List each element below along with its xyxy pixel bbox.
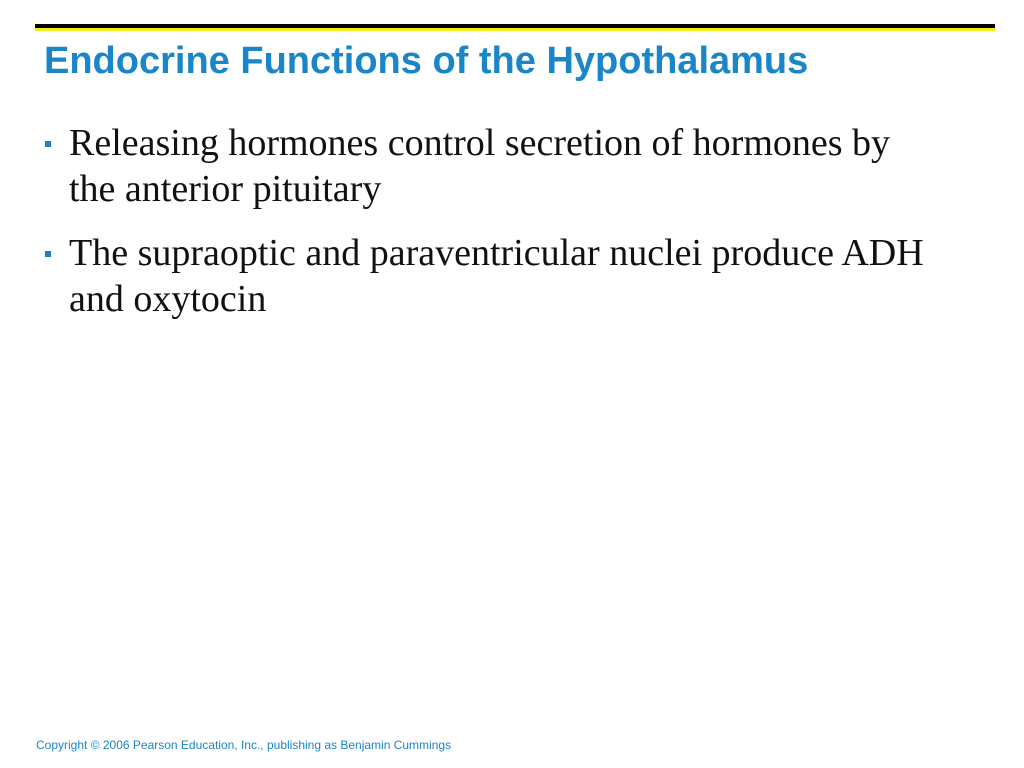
bullet-item [44, 230, 944, 322]
bullet-list [44, 120, 944, 340]
bullet-item [44, 120, 944, 212]
slide-title: Endocrine Functions of the Hypothalamus [44, 40, 809, 82]
copyright-footer: Copyright © 2006 Pearson Education, Inc., publishing as Benjamin Cummings [36, 738, 452, 752]
accent-rule [35, 28, 995, 31]
square-bullet-icon [45, 141, 51, 147]
bullet-text: The supraoptic and paraventricular nuclei produce ADH and oxytocin [69, 232, 924, 320]
square-bullet-icon [45, 251, 51, 257]
bullet-text: Releasing hormones control secretion of hormones by the anterior pituitary [69, 122, 891, 210]
